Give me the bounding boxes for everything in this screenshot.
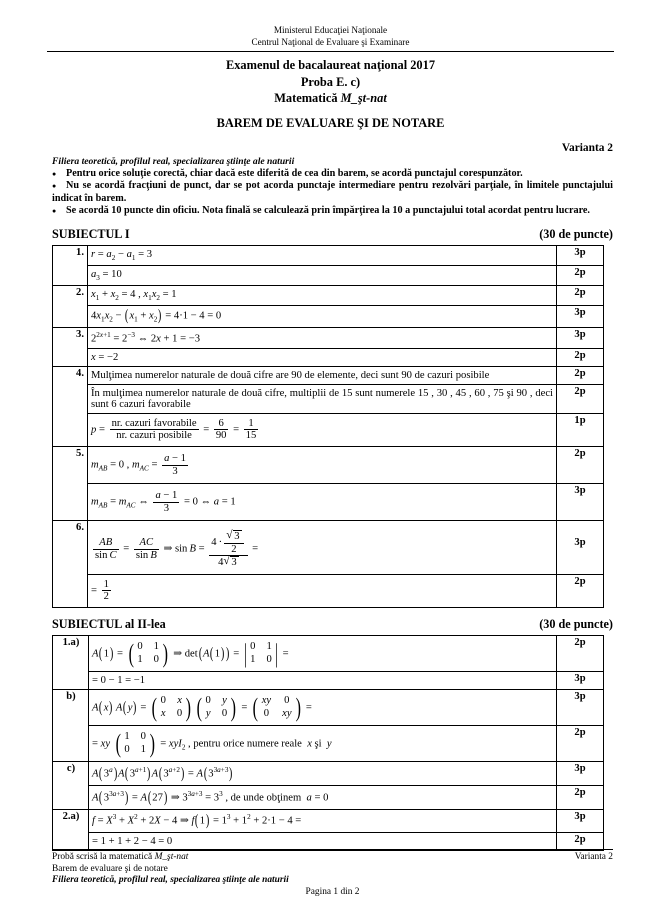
- row-solution-line: A(1) = ( 0 1 1 0 ) ⇒ det(A(1) ) = | 0 1 1 0 | =: [89, 636, 557, 672]
- footer-filiera: Filiera teoretică, profilul real, specializarea ştiinţe ale naturii: [52, 875, 289, 886]
- row-solution-text: În mulţimea numerelor naturale de două cifre, multiplii de 15 sunt numerele 15 , 30 , 45 , 60 , 75 şi 90 , deci sunt 6 cazuri favorabile: [91, 387, 553, 410]
- row-solution-line: $a_3 = 10$: [88, 266, 557, 286]
- ministry-line-2: Centrul Naţional de Evaluare şi Examinare: [251, 37, 410, 48]
- ministry-header: [0, 0, 661, 48]
- subject-1-table: [52, 245, 604, 608]
- table-row: [53, 521, 604, 574]
- instruction-text: Nu se acordă fracţiuni de punct, dar se pot acorda punctaje intermediare pentru rezolvări parţiale, în limitele punctajului indicat în barem.: [52, 180, 613, 204]
- subject-2-heading-row: [0, 617, 661, 632]
- row-index: 1.: [53, 246, 88, 286]
- row-solution-line: $r = a_2 - a_1 = 3$: [88, 246, 557, 266]
- table-row: [53, 690, 604, 726]
- instruction-item: [52, 180, 613, 205]
- row-solution-line: $2^{2x+1} = 2^{-3}$ ⇔ 2x + 1 = −3: [88, 328, 557, 349]
- row-solution-line: [88, 366, 557, 384]
- page-footer: [0, 849, 661, 897]
- table-row: [53, 328, 604, 349]
- exam-title-block: [0, 57, 661, 106]
- table-row: [53, 384, 604, 413]
- exam-subject: [0, 90, 661, 106]
- table-row: [53, 413, 604, 447]
- table-row: [53, 447, 604, 484]
- row-solution-line: $x_1 + x_2 = 4$ , $x_1x_2 = 1$: [88, 286, 557, 306]
- subject-2-title: SUBIECTUL al II-lea: [52, 617, 166, 632]
- exam-subject-prefix: Matematică: [274, 91, 341, 106]
- footer-divider: [52, 849, 613, 850]
- table-row: [53, 726, 604, 762]
- row-solution-line: $4x_1x_2 - (x_1 + x_2) = 4\cdot 1 - 4 = 0$: [88, 306, 557, 328]
- row-points: 2p: [557, 786, 604, 810]
- footer-page-number: Pagina 1 din 2: [305, 887, 360, 897]
- table-row: [53, 786, 604, 810]
- filiera-line: Filiera teoretică, profilul real, specializarea ştiinţe ale naturii: [52, 155, 295, 167]
- row-index: 6.: [53, 521, 88, 608]
- row-points: 3p: [557, 810, 604, 832]
- table-row: [53, 761, 604, 785]
- instruction-item: [52, 205, 613, 218]
- row-points: 2p: [557, 726, 604, 762]
- row-points: 3p: [557, 521, 604, 574]
- row-solution-line: p = $\frac{\text{nr. cazuri favorabile}}{\text{nr. cazuri posibile}}$ = $\frac{6}{90}$ = $\frac{1}{15}$: [88, 413, 557, 447]
- table-row: [53, 574, 604, 608]
- row-index: 1.a): [53, 636, 89, 690]
- footer-varianta: Varianta 2: [574, 852, 613, 863]
- subject-2-points: (30 de puncte): [539, 617, 613, 632]
- header-divider: [47, 51, 614, 52]
- row-points: 2p: [557, 366, 604, 384]
- footer-subject-code: M_şt-nat: [154, 852, 189, 863]
- row-points: 3p: [557, 761, 604, 785]
- row-points: 2p: [557, 832, 604, 850]
- row-points: 2p: [557, 636, 604, 672]
- row-points: 3p: [557, 690, 604, 726]
- row-points: 3p: [557, 328, 604, 349]
- ministry-line-1: Ministerul Educaţiei Naţionale: [273, 25, 388, 35]
- row-solution-line: $m_{AB} = m_{AC}$ ⇔ $\frac{a - 1}{3}$ = 0 ⇔ a = 1: [88, 484, 557, 521]
- bullet-icon: ●: [52, 207, 57, 216]
- table-row: [53, 810, 604, 832]
- row-points: 1p: [557, 413, 604, 447]
- row-solution-line: = 1 + 1 + 2 − 4 = 0: [89, 832, 557, 850]
- row-points: 2p: [557, 286, 604, 306]
- row-points: 3p: [557, 672, 604, 690]
- exam-subject-code: M_şt-nat: [340, 91, 387, 106]
- row-index: c): [53, 761, 89, 810]
- row-solution-line: $\frac{AB}{\text{sin C}}$ = $\frac{AC}{\text{sin B}}$ ⇒ sin B = 4 · √ $\frac{3}{2}$ 4 √ 3 =: [88, 521, 557, 574]
- row-points: 2p: [557, 447, 604, 484]
- table-row: [53, 636, 604, 672]
- subject-1-heading-row: [0, 227, 661, 242]
- subject-1-title: SUBIECTUL I: [52, 227, 130, 241]
- table-row: [53, 672, 604, 690]
- row-solution-line: A(x) A(y) = ( 0 x x 0 ) ( 0 y y 0 ) = ( xy 0 0 xy ) =: [89, 690, 557, 726]
- row-points: 2p: [557, 574, 604, 608]
- table-row: [53, 366, 604, 384]
- row-solution-line: $f = X^3 + X^2 + 2X - 4$ ⇒ $f(1) = 1^3 + 1^2 + 2\cdot 1 - 4$ =: [89, 810, 557, 832]
- row-index: 2.a): [53, 810, 89, 850]
- instructions-list: [0, 168, 661, 218]
- footer-row-1: [52, 852, 613, 864]
- row-solution-line: $m_{AB} = 0$ , $m_{AC}$ = $\frac{a - 1}{3}$: [88, 447, 557, 484]
- subject-1-points: (30 de puncte): [539, 227, 613, 241]
- table-row: [53, 286, 604, 306]
- instruction-item: [52, 168, 613, 181]
- row-points: 3p: [557, 484, 604, 521]
- row-index: b): [53, 690, 89, 762]
- bullet-icon: ●: [52, 169, 57, 178]
- subject-2-table: [52, 635, 604, 850]
- table-row: [53, 484, 604, 521]
- row-solution-text: Mulţimea numerelor naturale de două cifre are 90 de elemente, deci sunt 90 de cazuri posibile: [91, 369, 490, 381]
- row-index: 2.: [53, 286, 88, 328]
- row-index: 5.: [53, 447, 88, 521]
- row-points: 3p: [557, 246, 604, 266]
- instruction-text: Se acordă 10 puncte din oficiu. Nota finală se calculează prin împărţirea la 10 a punctajului total acordat pentru lucrare.: [66, 205, 590, 217]
- row-points: 2p: [557, 384, 604, 413]
- row-points: 2p: [557, 266, 604, 286]
- row-solution-line: x = −2: [88, 348, 557, 366]
- row-solution-line: = xy ( 1 0 0 1 ) = xyI$_2$ , pentru orice numere reale x şi y: [89, 726, 557, 762]
- row-points: 2p: [557, 348, 604, 366]
- row-solution-line: $A(3^{3a+3}) = A(27)$ ⇒ $3^{3a+3} = 3^3$ , de unde obţinem a = 0: [89, 786, 557, 810]
- row-points: 3p: [557, 306, 604, 328]
- table-row: [53, 306, 604, 328]
- row-solution-line: = $\frac{1}{2}$: [88, 574, 557, 608]
- footer-barem-label: Barem de evaluare şi de notare: [52, 863, 168, 874]
- row-solution-line: = 0 − 1 = −1: [89, 672, 557, 690]
- barem-title: BAREM DE EVALUARE ŞI DE NOTARE: [216, 115, 445, 130]
- table-row: [53, 266, 604, 286]
- row-solution-line: [88, 384, 557, 413]
- row-index: 4.: [53, 366, 88, 447]
- row-solution-line: $A(3^a)A(3^{a+1})A(3^{a+2}) = A(3^{3a+3})$: [89, 761, 557, 785]
- instruction-text: Pentru orice soluţie corectă, chiar dacă este diferită de cea din barem, se acordă punctajul corespunzător.: [66, 167, 523, 179]
- footer-exam-label: Probă scrisă la matematică M_şt-nat: [52, 852, 189, 863]
- bullet-icon: ●: [52, 182, 57, 191]
- table-row: [53, 348, 604, 366]
- table-row: [53, 832, 604, 850]
- table-row: [53, 246, 604, 266]
- exam-proba: Proba E. c): [300, 74, 361, 89]
- exam-title: Examenul de bacalaureat naţional 2017: [225, 58, 436, 73]
- varianta-label: Varianta 2: [561, 141, 613, 154]
- row-index: 3.: [53, 328, 88, 367]
